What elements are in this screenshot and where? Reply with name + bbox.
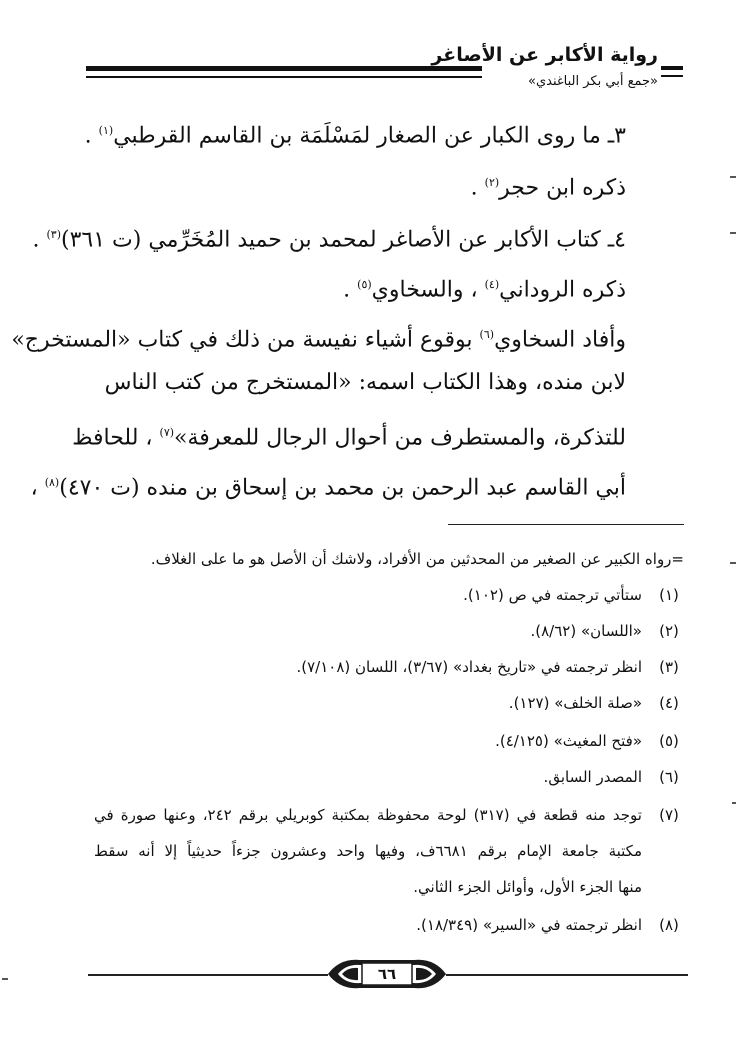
footnote-text-line: منها الجزء الأول، وأوائل الجزء الثاني. bbox=[413, 878, 642, 896]
footnote-text-line: توجد منه قطعة في (٣١٧) لوحة محفوظة بمكتبة كوبريلي برقم ٢٤٢، وعنها صورة في bbox=[94, 806, 642, 824]
body-line-7 bbox=[72, 418, 626, 453]
body-text: أبي القاسم عبد الرحمن بن محمد بن إسحاق بن منده (ت ٤٧٠) bbox=[59, 475, 626, 501]
body-line-1: ٣ـ ما روى الكبار عن الصغار لمَسْلَمَة بن القاسم القرطبي$^{(١)}$ . bbox=[84, 123, 626, 149]
footnote-text: انظر ترجمته في «السير» (١٨/٣٤٩). bbox=[416, 916, 642, 934]
body-line-2: ذكره ابن حجر$^{(٢)}$ . bbox=[470, 175, 626, 201]
header-rule-thick bbox=[86, 66, 482, 71]
footnote-ref: (٦) bbox=[479, 328, 495, 341]
footnote-ref: (٨) bbox=[44, 476, 60, 489]
footnote-text: ستأتي ترجمته في ص (١٠٢). bbox=[463, 586, 642, 604]
header-rule-right bbox=[661, 66, 683, 70]
body-text: بوقوع أشياء نفيسة من ذلك في كتاب «المستخرج» bbox=[11, 327, 473, 353]
footnote-continuation: =رواه الكبير عن الصغير من المحدثين من الأفراد، ولاشك أن الأصل هو ما على الغلاف. bbox=[150, 550, 684, 568]
footnote-text: المصدر السابق. bbox=[543, 768, 642, 786]
scan-edge-mark bbox=[2, 978, 8, 980]
footnote-ref: (٣) bbox=[46, 228, 61, 241]
body-text: لابن منده، وهذا الكتاب اسمه: «المستخرج من كتب الناس bbox=[104, 370, 626, 395]
body-line-3: ٤ـ كتاب الأكابر عن الأصاغر لمحمد بن حميد المُخَرِّمي (ت ٣٦١)$^{(٣)}$ . bbox=[32, 227, 626, 253]
body-line-5 bbox=[11, 320, 626, 355]
body-text: ذكره الروداني bbox=[499, 277, 626, 303]
footnote-number: (٦) bbox=[659, 768, 679, 786]
footnote-text: انظر ترجمته في «تاريخ بغداد» (٣/٦٧)، اللسان (٧/١٠٨). bbox=[296, 658, 642, 676]
footnote-ref: (٢) bbox=[484, 176, 500, 189]
footnote-number: (٥) bbox=[659, 732, 679, 750]
running-header-subtitle: «جمع أبي بكر الباغندي» bbox=[528, 74, 658, 89]
scan-edge-mark bbox=[730, 232, 736, 234]
body-text: ، للحافظ bbox=[72, 425, 153, 451]
body-line-4: ذكره الروداني$^{(٤)}$ ، والسخاوي$^{(٥)}$ . bbox=[343, 277, 626, 303]
body-text: ذكره ابن حجر bbox=[499, 175, 626, 201]
footnote-7-line-3 bbox=[413, 876, 642, 898]
footnote-number: (١) bbox=[659, 586, 679, 604]
footnote-ref: (٤) bbox=[484, 278, 500, 291]
header-rule-right-thin bbox=[661, 75, 683, 77]
body-line-6 bbox=[104, 368, 626, 398]
footnote-text-line: مكتبة جامعة الإمام برقم ٦٦٨١ف، وفيها واحد وعشرون جزءاً حديثياً إلا أنه سقط bbox=[94, 842, 642, 860]
footnote-number: (٤) bbox=[659, 694, 679, 712]
footnote-number: (٢) bbox=[659, 622, 679, 640]
body-text: ٤ـ كتاب الأكابر عن الأصاغر لمحمد بن حميد المُخَرِّمي (ت ٣٦١) bbox=[61, 227, 626, 253]
body-line-8 bbox=[31, 468, 626, 503]
body-text: للتذكرة، والمستطرف من أحوال الرجال للمعرفة» bbox=[174, 425, 626, 451]
footnote-number: (٨) bbox=[659, 916, 679, 934]
footer-rule-right bbox=[446, 974, 688, 976]
scan-edge-mark bbox=[730, 176, 736, 178]
body-text: ، والسخاوي bbox=[371, 277, 478, 303]
footnote-ref: (٧) bbox=[159, 426, 175, 439]
footnote-number: (٧) bbox=[659, 806, 679, 824]
page-number: ٦٦ bbox=[377, 965, 397, 983]
scan-edge-mark bbox=[730, 562, 736, 564]
header-rule-thin bbox=[86, 76, 482, 78]
footnote-number: (٣) bbox=[659, 658, 679, 676]
footnote-ref: (٥) bbox=[357, 278, 372, 291]
footnote-text: «فتح المغيث» (٤/١٢٥). bbox=[495, 732, 642, 750]
footnote-text: «اللسان» (٨/٦٢). bbox=[530, 622, 642, 640]
body-text: ، bbox=[30, 475, 38, 501]
footer-rule-left bbox=[88, 974, 328, 976]
footnote-7-line-2 bbox=[94, 840, 642, 862]
running-header-title: رواية الأكابر عن الأصاغر bbox=[431, 44, 658, 66]
footnote-ref: (١) bbox=[98, 124, 114, 137]
body-text: ٣ـ ما روى الكبار عن الصغار لمَسْلَمَة بن القاسم القرطبي bbox=[113, 123, 626, 149]
scan-edge-mark bbox=[732, 802, 736, 804]
footnote-text: «صلة الخلف» (١٢٧). bbox=[508, 694, 642, 712]
body-text: وأفاد السخاوي bbox=[494, 327, 626, 353]
footnote-separator bbox=[448, 524, 684, 525]
